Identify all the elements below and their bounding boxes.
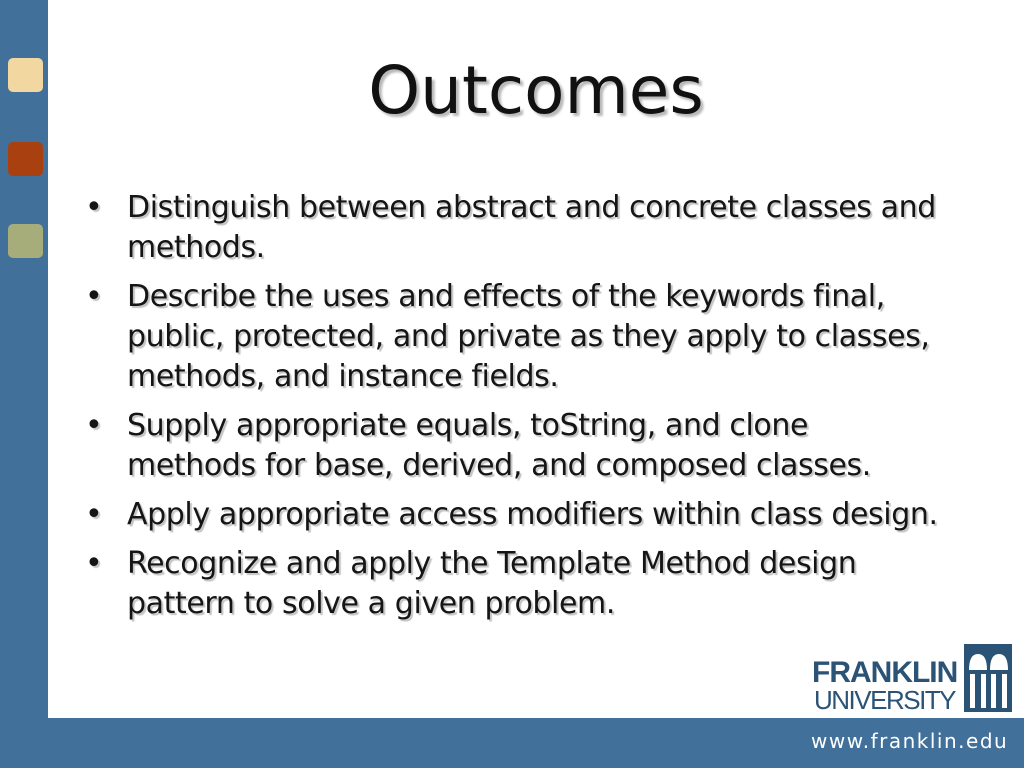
bullet-line: methods for base, derived, and composed classes.	[127, 448, 871, 483]
bullet-line: Apply appropriate access modifiers within class design.	[127, 497, 938, 532]
logo-text-university: UNIVERSITY	[814, 685, 956, 715]
bullet-line: public, protected, and private as they apply to classes,	[127, 319, 930, 354]
bullet-line: methods, and instance fields.	[127, 359, 559, 394]
bullet-line: Describe the uses and effects of the keywords final,	[127, 279, 885, 314]
bullet-dot: •	[85, 190, 103, 225]
bullet-list	[85, 188, 985, 633]
bullet-item	[85, 406, 985, 486]
bullet-line: methods.	[127, 230, 265, 265]
bullet-item	[85, 544, 985, 624]
bullet-line: Recognize and apply the Template Method design	[127, 546, 857, 581]
bullet-line: Supply appropriate equals, toString, and clone	[127, 408, 809, 443]
decorative-square-rust	[8, 142, 43, 176]
bullet-dot: •	[85, 408, 103, 443]
franklin-university-logo	[812, 640, 1017, 714]
website-url: www.franklin.edu	[811, 729, 1009, 753]
left-accent-bar	[0, 0, 48, 768]
bullet-line: pattern to solve a given problem.	[127, 586, 616, 621]
bullet-line: Distinguish between abstract and concrete classes and	[127, 190, 936, 225]
bullet-dot: •	[85, 497, 103, 532]
bullet-dot: •	[85, 546, 103, 581]
bullet-item	[85, 277, 985, 397]
bullet-item	[85, 495, 985, 535]
slide-title: Outcomes	[368, 52, 704, 129]
decorative-square-olive	[8, 224, 43, 258]
bullet-item	[85, 188, 985, 268]
logo-text-franklin: FRANKLIN	[812, 656, 958, 689]
building-columns-icon	[962, 640, 1014, 714]
bullet-dot: •	[85, 279, 103, 314]
decorative-square-tan	[8, 58, 43, 92]
